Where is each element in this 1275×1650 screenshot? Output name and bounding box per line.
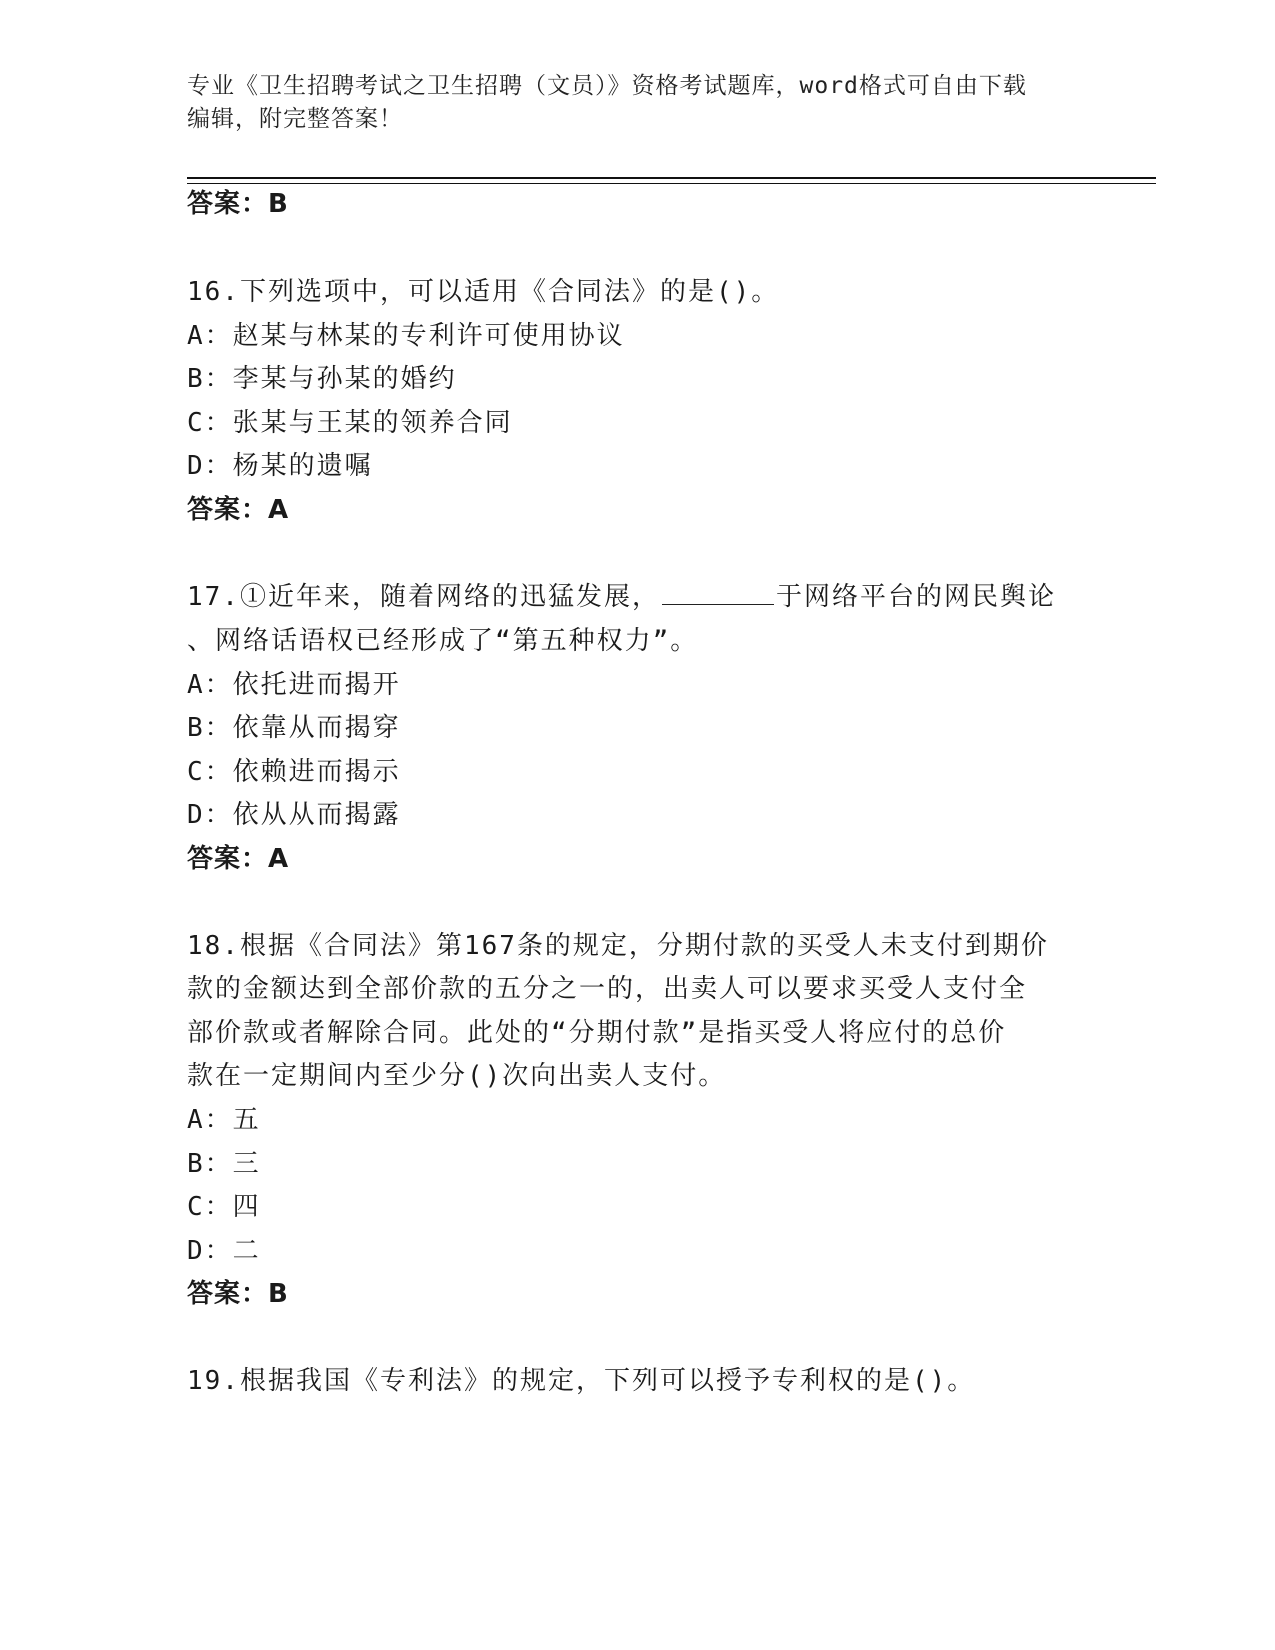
answer-previous: 答案：B [187,189,289,219]
question-16-stem: 16.下列选项中，可以适用《合同法》的是()。 [187,277,780,307]
question-16-option-b: B：李某与孙某的婚约 [187,364,457,394]
question-18-option-d: D：二 [187,1236,261,1266]
question-17-stem-part-2: 于网络平台的网民舆论 [775,582,1056,612]
question-18-stem-line-2: 款的金额达到全部价款的五分之一的，出卖人可以要求买受人支付全 [187,974,1028,1004]
question-16-option-a: A：赵某与林某的专利许可使用协议 [187,321,625,351]
question-17-stem-line-2: 、网络话语权已经形成了“第五种权力”。 [187,626,699,656]
question-18-stem-line-1: 18.根据《合同法》第167条的规定，分期付款的买受人未支付到期价 [187,931,1049,961]
question-18-stem-line-4: 款在一定期间内至少分()次向出卖人支付。 [187,1061,727,1091]
question-17-option-d: D：依从从而揭露 [187,800,401,830]
header-line-2: 编辑，附完整答案！ [187,106,403,132]
document-header [187,70,1087,136]
question-16-option-c: C：张某与王某的领养合同 [187,408,513,438]
question-19-stem: 19.根据我国《专利法》的规定，下列可以授予专利权的是()。 [187,1366,976,1396]
question-17-option-c: C：依赖进而揭示 [187,757,401,787]
question-17-option-a: A：依托进而揭开 [187,670,401,700]
question-18-option-c: C：四 [187,1192,261,1222]
header-rule-thin [187,183,1156,184]
question-18-option-a: A：五 [187,1105,261,1135]
question-18-answer: 答案：B [187,1279,289,1309]
question-17-answer: 答案：A [187,844,290,874]
question-17-stem-line-1 [187,581,1056,613]
question-16-answer: 答案：A [187,495,290,525]
question-16-option-d: D：杨某的遗嘱 [187,451,373,481]
question-17-stem-part-1: 17.①近年来，随着网络的迅猛发展， [187,582,660,612]
question-17-option-b: B：依靠从而揭穿 [187,713,401,743]
header-rule-thick [187,177,1156,179]
question-18-option-b: B：三 [187,1149,261,1179]
question-18-stem-line-3: 部价款或者解除合同。此处的“分期付款”是指买受人将应付的总价 [187,1018,1007,1048]
fill-in-blank [662,582,774,605]
header-line-1: 专业《卫生招聘考试之卫生招聘（文员）》资格考试题库，word格式可自由下载 [187,73,1027,99]
